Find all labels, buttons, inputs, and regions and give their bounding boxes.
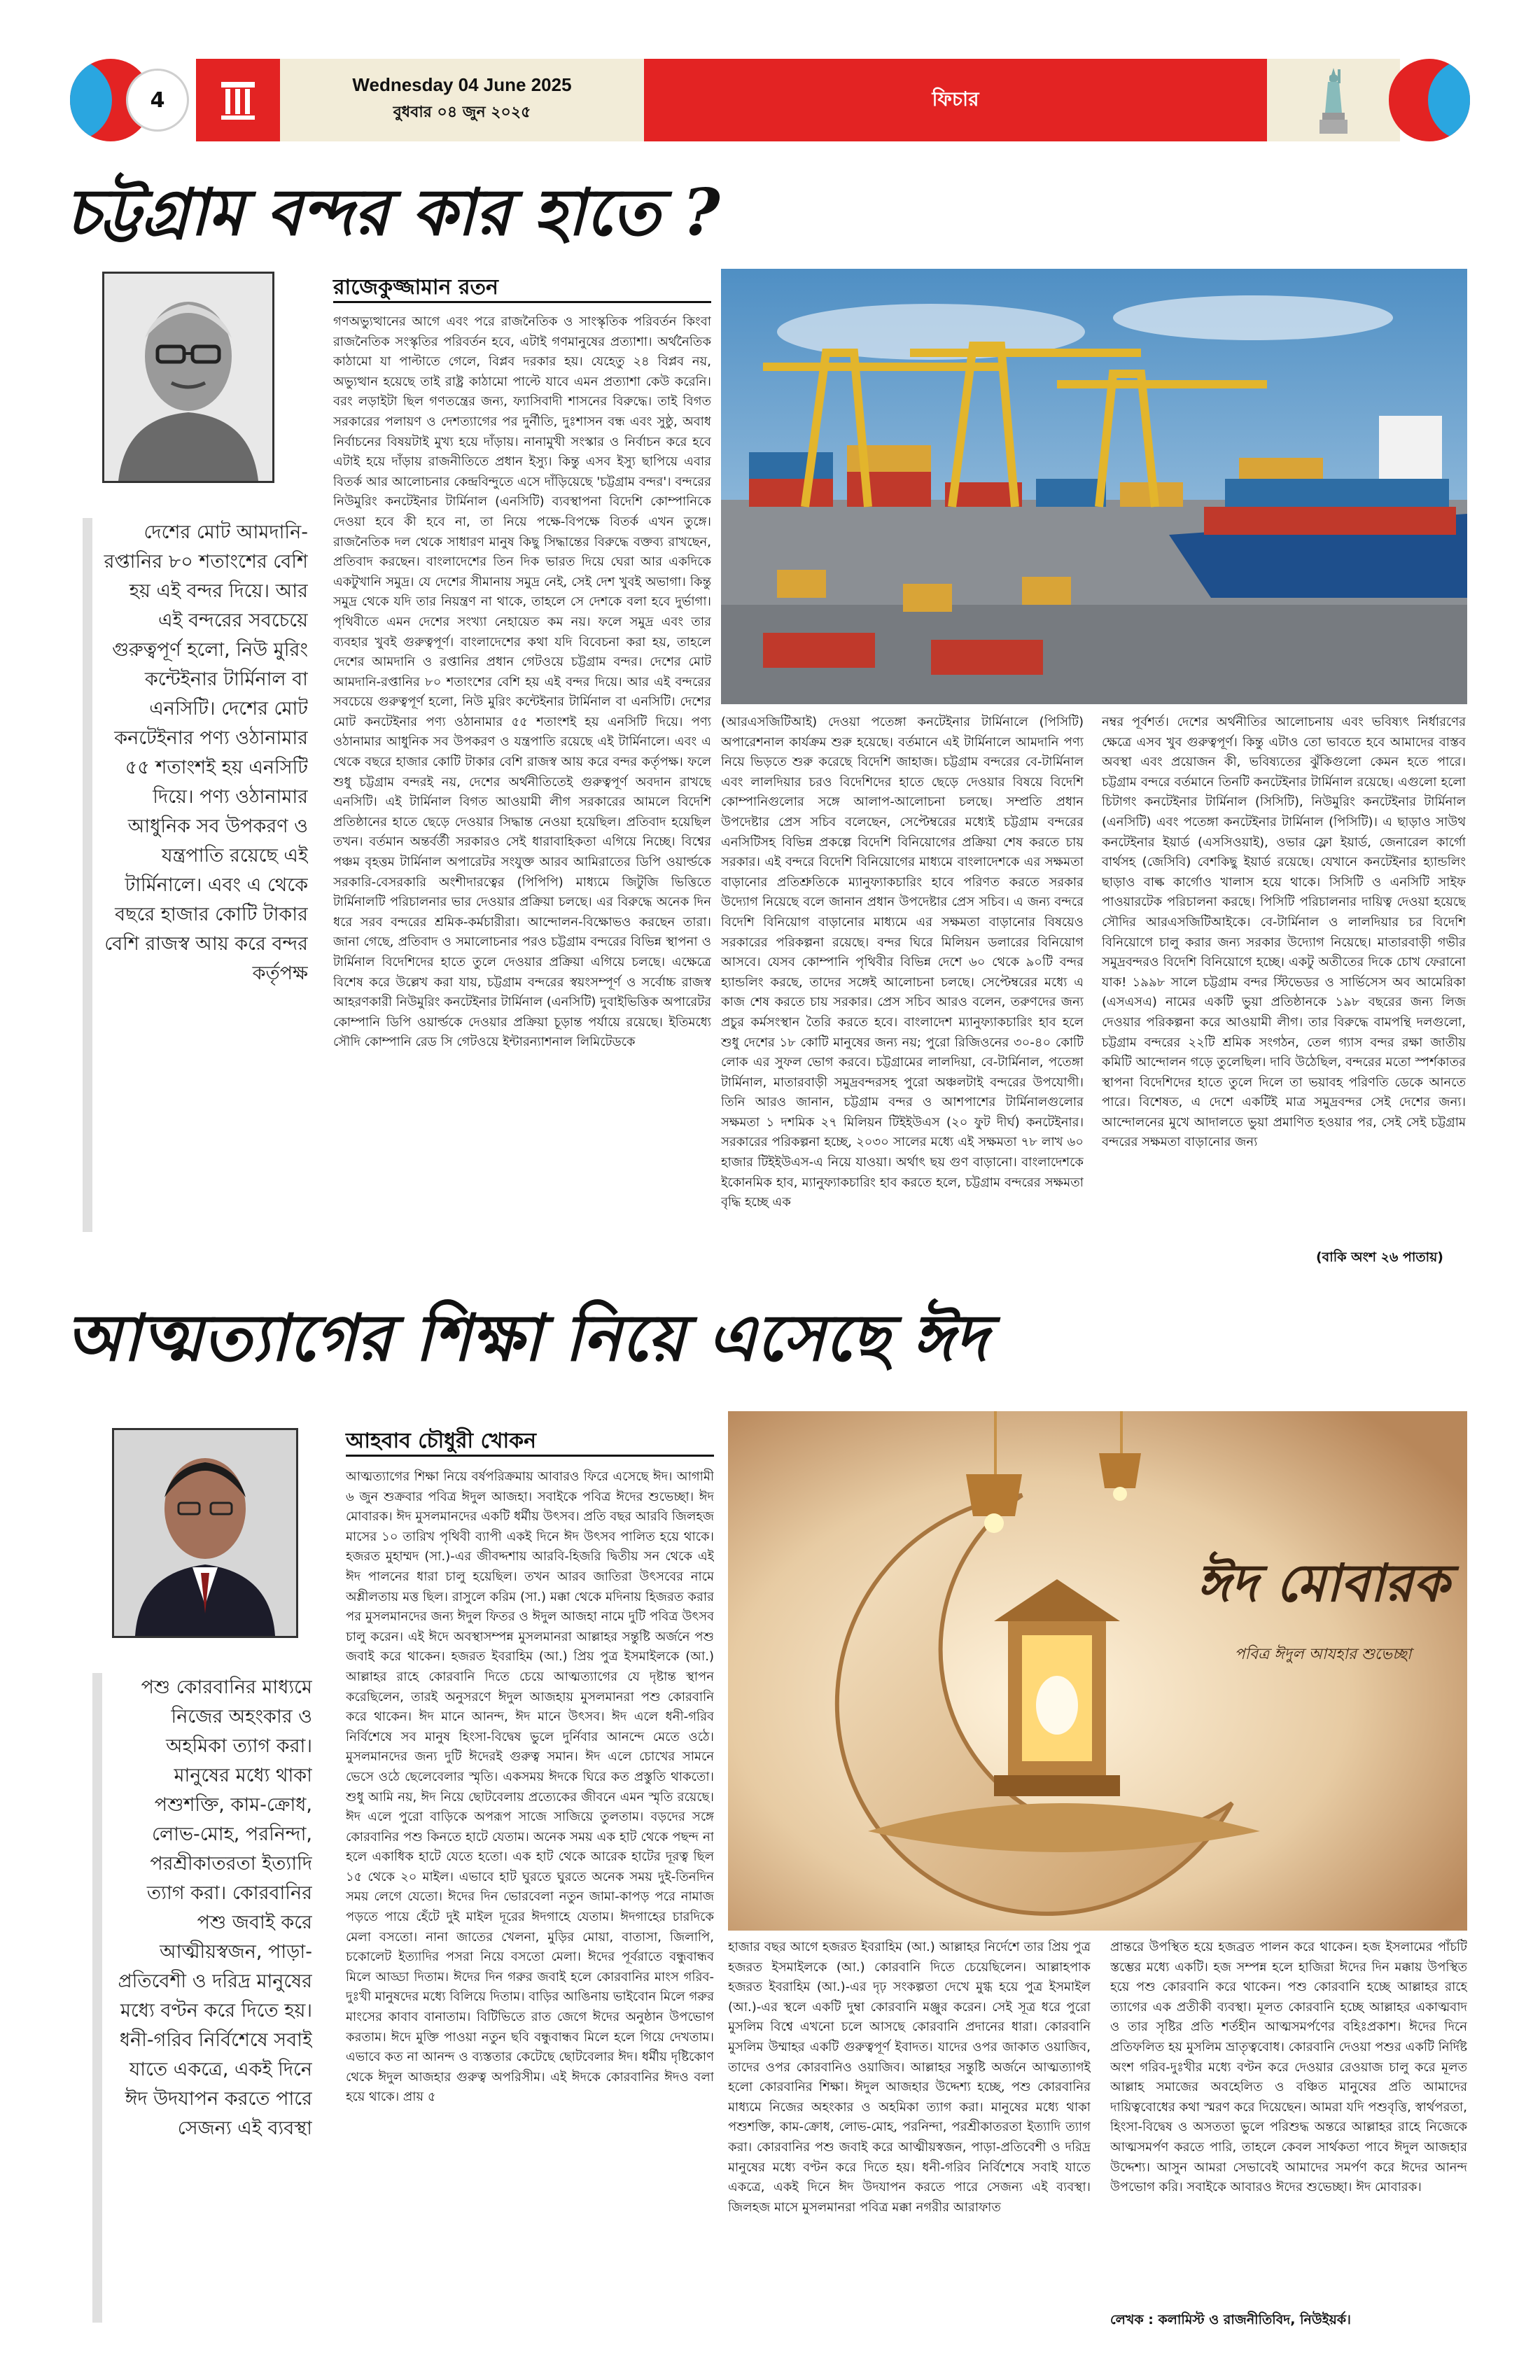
article1-author-photo	[102, 272, 274, 483]
masthead-band	[56, 59, 1484, 141]
eid-image-title: ঈদ মোবারক	[1196, 1553, 1450, 1614]
article2-column-3: প্রান্তরে উপস্থিত হয়ে হজব্রত পালন করে থাকেন। হজ ইসলামের পাঁচটি স্তম্ভের মধ্যে একটি। হজ সম্পন্ন হলে হাজিরা ঈদের দিন মক্কায় উপস্থিত হয়ে পশু কোরবানি করে থাকেন। পশু কোরবানি হচ্ছে আল্লাহর রাহে ত্যাগের এক প্রতীকী ব্যবস্থা। মূলত কোরবানি হচ্ছে আল্লাহর একাত্মবাদ ও তার সৃষ্টির প্রতি শর্তহীন আত্মসমর্পণের বহিঃপ্রকাশ। ঈদের দিনে প্রতিফলিত হয় মুসলিম ভ্রাতৃত্ববোধ। কোরবানি দেওয়া পশুর একটি নির্দিষ্ট অংশ গরিব-দুঃখীর মধ্যে বণ্টন করে দেওয়ার রেওয়াজ চালু করে মূলত আল্লাহ সমাজের অবহেলিত ও বঞ্চিত মানুষের প্রতি আমাদের দায়িত্ববোধের কথা স্মরণ করে দিয়েছেন। আমরা যদি পশুবৃত্তি, স্বার্থপরতা, হিংসা-বিদ্বেষ ও অসততা ভুলে পরিশুদ্ধ অন্তরে আল্লাহর রাহে নিজেকে আত্মসমর্পণ করতে পারি, তাহলে কেবল সার্থকতা পাবে ঈদুল আজহার উদ্দেশ্য। আসুন আমরা সেভাবেই আমাদের সমর্পণ করে ঈদের আনন্দ উপভোগ করি। সবাইকে আবারও ঈদের শুভেচ্ছা। ঈদ মোবারক।	[1110, 1940, 1467, 2195]
right-cap-decor	[1389, 59, 1470, 141]
date-block	[280, 59, 644, 141]
page-number: 4	[126, 69, 189, 132]
article2-column-1: আত্মত্যাগের শিক্ষা নিয়ে বর্ষপরিক্রমায় আবারও ফিরে এসেছে ঈদ। আগামী ৬ জুন শুক্রবার পবিত্র ঈদুল আজহা। সবাইকে পবিত্র ঈদের শুভেচ্ছা। ঈদ মোবারক। ঈদ মুসলমানদের একটি ধর্মীয় উৎসব। প্রতি বছর আরবি জিলহজ মাসের ১০ তারিখ পৃথিবী ব্যাপী একই দিনে ঈদ উৎসব পালিত হয়ে থাকে। হজরত মুহাম্মদ (সা.)-এর জীবদ্দশায় আরবি-হিজরি দ্বিতীয় সন থেকে এই ঈদ পালনের ধারা চালু হয়েছিল। তখন আরব জাতিরা উৎসবের নামে অশ্লীলতায় মত্ত ছিল। রাসুলে করিম (সা.) মক্কা থেকে মদিনায় হিজরত করার পর মুসলমানদের জন্য ঈদুল ফিতর ও ঈদুল আজহা নামে দুটি পবিত্র উৎসব চালু করেন। এই ঈদে অবস্থাসম্পন্ন মুসলমানরা আল্লাহর সন্তুষ্টি অর্জনে পশু জবাই করে থাকেন। হজরত ইবরাহিম (আ.) প্রিয় পুত্র ইসমাইলকে (আ.) আল্লাহর রাহে কোরবানি দিতে চেয়ে আত্মত্যাগের যে দৃষ্টান্ত স্থাপন করেছিলেন, তারই অনুসরণে ঈদুল আজহায় মুসলমানরা পশু কোরবানি করে থাকেন। ঈদ মানে আনন্দ, ঈদ মানে উৎসব। ঈদ এলে ধনী-গরিব নির্বিশেষে সব মানুষ হিংসা-বিদ্বেষ ভুলে দুর্নিবার আনন্দে মেতে ওঠে। মুসলমানদের জন্য দুটি ঈদেরই গুরুত্ব সমান। ঈদ এলে চোখের সামনে ভেসে ওঠে ছেলেবেলার স্মৃতি। একসময় ঈদকে ঘিরে কত প্রস্তুতি থাকতো। শুধু আমি নয়, ঈদ নিয়ে ছোটবেলায় প্রত্যেকের জীবনে এমন স্মৃতি রয়েছে। ঈদ এলে পুরো বাড়িকে অপরূপ সাজে সাজিয়ে তুলতাম। বড়দের সঙ্গে কোরবানির পশু কিনতে হাটে যেতাম। অনেক সময় এক হাট থেকে পছন্দ না হলে একাধিক হাটে যেতে হতো। এক হাট থেকে আরেক হাটের দূরত্ব ছিল ১৫ থেকে ২০ মাইল। এভাবে হাট ঘুরতে ঘুরতে অনেক সময় দুই-তিনদিন সময় লেগে যেতো। ঈদের দিন ভোরবেলা নতুন জামা-কাপড় পরে নামাজ পড়তে পায়ে হেঁটে দুই মাইল দূরের ঈদগাহে যেতাম। ঈদগাহের চারদিকে মেলা বসতো। নানা জাতের খেলনা, মুড়ির মোয়া, বাতাসা, জিলাপি, চকোলেট ইত্যাদির পসরা নিয়ে বসতো মেলা। ঈদের পূর্বরাতে বন্ধুবান্ধব মিলে আড্ডা দিতাম। ঈদের দিন গরুর জবাই হলে কোরবানির মাংস গরিব-দুঃখী মানুষদের মধ্যে বিলিয়ে দিতাম। বাড়ির আঙিনায় ভাইবোন মিলে গরুর মাংসের কাবাব বানাতাম। বিটিভিতে রাত জেগে ঈদের অনুষ্ঠান উপভোগ করতাম। ঈদে মুক্তি পাওয়া নতুন ছবি বন্ধুবান্ধব মিলে হলে গিয়ে দেখতাম। এভাবে কত না আনন্দ ও ব্যস্ততার কেটেছে ছোটবেলার ঈদ। ধর্মীয় দৃষ্টিকোণ থেকে ঈদুল আজহার গুরুত্ব অপরিসীম। এই ঈদকে কোরবানির ঈদও বলা হয়ে থাকে। প্রায় ৫	[346, 1469, 714, 2105]
article2-author-signoff: লেখক : কলামিস্ট ও রাজনীতিবিদ, নিউইয়র্ক।	[1110, 2312, 1351, 2328]
article2-byline: আহবাব চৌধুরী খোকন	[346, 1429, 537, 1453]
article1-headline: চট্টগ্রাম বন্দর কার হাতে ?	[66, 174, 720, 250]
statue-of-liberty-icon	[1267, 59, 1400, 141]
date-english: Wednesday 04 June 2025	[352, 74, 572, 95]
article1-column-3: নম্বর পূর্বশর্ত। দেশের অর্থনীতির আলোচনায় এবং ভবিষ্যৎ নির্ধারণের ক্ষেত্রে এসব খুব গুরুত্বপূর্ণ। কিন্তু এটাও তো ভাবতে হবে আমাদের বাস্তব অবস্থা এবং প্রয়োজন কী, ভবিষ্যতের ঝুঁকিগুলো কেমন হতে পারে। চট্টগ্রাম বন্দরে বর্তমানে তিনটি কনটেইনার টার্মিনাল রয়েছে। এগুলো হলো চিটাগং কনটেইনার টার্মিনাল (সিসিটি), নিউমুরিং কনটেইনার টার্মিনাল (এনসিটি) এবং পতেঙ্গা কনটেইনার টার্মিনাল (পিসিটি)। এ ছাড়াও সাউথ কনটেইনার ইয়ার্ড (এসসিওয়াই), ওভার ফ্লো ইয়ার্ড, জেনারেল কার্গো বার্থসহ (জেসিবি) বেশকিছু ইয়ার্ড রয়েছে। যেখানে কনটেইনার হ্যান্ডলিং ছাড়াও বাল্ক কার্গোও খালাস হয়ে থাকে। সিসিটি ও এনসিটি সাইফ পাওয়ারটেক পরিচালনা করছে। পিসিটি পরিচালনার দায়িত্ব দেওয়া হয়েছে সৌদির আরএসজিটিআইকে। বে-টার্মিনাল ও লালদিয়ার চর বিদেশি বিনিয়োগে চালু করার জন্য সরকার উদ্যোগ নিয়েছে। মাতারবাড়ী গভীর সমুদ্রবন্দরও বিদেশি বিনিয়োগে হচ্ছে। একটু অতীতের দিকে চোখ ফেরানো যাক! ১৯৯৮ সালে চট্টগ্রাম বন্দর স্টিভেডর ও সার্ভিসেস অব আমেরিকা (এসএসএ) নামের একটি ভুয়া প্রতিষ্ঠানকে ১৯৮ বছরের জন্য লিজ দেওয়ার পরিকল্পনা করে আওয়ামী লীগ। তার বিরুদ্ধে বামপন্থি দলগুলো, চট্টগ্রাম বন্দরের ২২টি শ্রমিক সংগঠন, তেল গ্যাস বন্দর রক্ষা জাতীয় কমিটি আন্দোলন গড়ে তুলেছিল। দাবি উঠেছিল, বন্দরের মতো স্পর্শকাতর স্থাপনা বিদেশিদের হাতে তুলে দিলে তা ভয়াবহ পরিণতি ডেকে আনতে পারে। বিশেষত, এ দেশে একটিই মাত্র সমুদ্রবন্দর সেই দেশের জন্য। আন্দোলনের মুখে আদালতে ভুয়া প্রমাণিত হওয়ার পর, সেই সেই চট্টগ্রাম বন্দরের সক্ষমতা বাড়ানোর জন্য	[1102, 715, 1466, 1150]
article1-column-2: (আরএসজিটিআই) দেওয়া পতেঙ্গা কনটেইনার টার্মিনালে (পিসিটি) অপারেশনাল কার্যক্রম শুরু হয়েছে। বর্তমানে এই টার্মিনালে আমদানি পণ্য নিয়ে ভিড়তে শুরু করেছে বিদেশি জাহাজ। চট্টগ্রাম বন্দরের বে-টার্মিনাল এবং লালদিয়ার চরও বিদেশিদের হাতে ছেড়ে দেওয়ার বিষয়ে বিদেশি কোম্পানিগুলোর সঙ্গে আলাপ-আলোচনা চলছে। সম্প্রতি প্রধান উপদেষ্টার প্রেস সচিব বলেছেন, সেপ্টেম্বরের মধ্যেই চট্টগ্রাম বন্দরের এনসিটিসহ বিভিন্ন প্রকল্পে বিদেশি বিনিয়োগের প্রক্রিয়া শেষ করতে চায় সরকার। এই বন্দরে বিদেশি বিনিয়োগের মাধ্যমে বাংলাদেশকে এর সক্ষমতা বাড়ানোর প্রতিশ্রুতিকে ম্যানুফ্যাকচারিং হাবে পরিণত করতে সরকার উদ্যোগ নিয়েছে বলে জানান প্রধান উপদেষ্টার প্রেস সচিব। এ জন্য বন্দরে বিদেশি বিনিয়োগ বাড়ানোর মাধ্যমে এর সক্ষমতা বাড়ানোর বিষয়েও সরকারের পরিকল্পনা রয়েছে। বন্দর ঘিরে মিলিয়ন ডলারের বিনিয়োগ আসবে। যেসব কোম্পানি পৃথিবীর বিভিন্ন দেশে ৬০ থেকে ৯০টি বন্দর হ্যান্ডলিং করছে, তাদের সঙ্গেই আলোচনা চলছে। সেপ্টেম্বরের মধ্যে এ কাজ শেষ করতে চায় সরকার। প্রেস সচিব আরও বলেন, তরুণদের জন্য প্রচুর কর্মসংস্থান তৈরি করতে হবে। বাংলাদেশ ম্যানুফ্যাকচারিং হাব হলে শুধু দেশের ১৮ কোটি মানুষের জন্য নয়; পুরো রিজিওনের ৩০-৪০ কোটি লোক এর সুফল ভোগ করবে। চট্টগ্রামের লালদিয়া, বে-টার্মিনাল, পতেঙ্গা টার্মিনাল, মাতারবাড়ী সমুদ্রবন্দরসহ পুরো অঞ্চলটাই বন্দরের উপযোগী। তিনি আরও জানান, চট্টগ্রাম বন্দর ও আশপাশের টার্মিনালগুলোর সক্ষমতা ১ দশমিক ২৭ মিলিয়ন টিইইউএস (২০ ফুট দীর্ঘ) কনটেইনার। সরকারের পরিকল্পনা হচ্ছে, ২০৩০ সালের মধ্যে এই সক্ষমতা ৭৮ লাখ ৬০ হাজার টিইইউএস-এ নিয়ে যাওয়া। অর্থাৎ ছয় গুণ বাড়ানো। বাংলাদেশকে ইকোনমিক হাব, ম্যানুফ্যাকচারিং হাব করতে হলে, চট্টগ্রাম বন্দরের সক্ষমতা বৃদ্ধি হচ্ছে এক	[721, 715, 1084, 1210]
pillars-icon	[196, 59, 280, 141]
port-cranes-image	[721, 269, 1467, 704]
date-bangla: বুধবার ০৪ জুন ২০২৫	[393, 104, 531, 121]
article1-byline-rule	[333, 301, 711, 303]
section-title: ফিচার	[932, 87, 979, 111]
eid-image-subtitle: পবিত্র ঈদুল আযহার শুভেচ্ছা	[1234, 1646, 1412, 1663]
article2-pull-bar	[92, 1673, 102, 2323]
article1-pull-quote: দেশের মোট আমদানি-রপ্তানির ৮০ শতাংশের বেশি হয় এই বন্দর দিয়ে। আর এই বন্দরের সবচেয়ে গুরুত্বপূর্ণ হলো, নিউ মুরিং কন্টেইনার টার্মিনাল বা এনসিটি। দেশের মোট কনটেইনার পণ্য ওঠানামার ৫৫ শতাংশই হয় এনসিটি দিয়ে। পণ্য ওঠানামার আধুনিক সব উপকরণ ও যন্ত্রপাতি রয়েছে এই টার্মিনালে। এবং এ থেকে বছরে হাজার কোটি টাকার বেশি রাজস্ব আয় করে বন্দর কর্তৃপক্ষ	[104, 522, 308, 984]
article2-headline: আত্মত্যাগের শিক্ষা নিয়ে এসেছে ঈদ	[66, 1300, 988, 1376]
article1-continued-note: (বাকি অংশ ২৬ পাতায়)	[1316, 1250, 1443, 1265]
article2-author-photo	[112, 1428, 298, 1638]
article1-pull-bar	[83, 518, 92, 1232]
article2-pull-quote: পশু কোরবানির মাধ্যমে নিজের অহংকার ও অহমিকা ত্যাগ করা। মানুষের মধ্যে থাকা পশুশক্তি, কাম-ক্রোধ, লোভ-মোহ, পরনিন্দা, পরশ্রীকাতরতা ইত্যাদি ত্যাগ করা। কোরবানির পশু জবাই করে আত্মীয়স্বজন, পাড়া-প্রতিবেশী ও দরিদ্র মানুষের মধ্যে বণ্টন করে দিতে হয়। ধনী-গরিব নির্বিশেষে সবাই যাতে একত্রে, একই দিনে ঈদ উদযাপন করতে পারে সেজন্য এই ব্যবস্থা	[118, 1676, 312, 2139]
article1-column-1: গণঅভ্যুত্থানের আগে এবং পরে রাজনৈতিক ও সাংস্কৃতিক পরিবর্তন কিংবা রাজনৈতিক সংস্কৃতির পরিবর্তন হবে, এটাই গণমানুষের প্রত্যাশা। অর্থনৈতিক কাঠামো যা পাল্টাতে গেলে, বিপ্লব দরকার হয়। যেহেতু ২৪ বিপ্লব নয়, অভ্যুত্থান হয়েছে তাই রাষ্ট্র কাঠামো পাল্টে যাবে এমন প্রত্যাশা কেউ করেনি। বরং লড়াইটা ছিল গণতন্ত্রের জন্য, ফ্যাসিবাদী শাসনের বিরুদ্ধে। তাই বিগত সরকারের পলায়ণ ও দেশত্যাগের পর দুর্নীতি, দুঃশাসন বন্ধ এবং সুষ্ঠু, অবাধ নির্বাচনের বিষয়টাই মুখ্য হয়ে দাঁড়ায়। নানামুখী সংস্কার ও নির্বাচন করে হবে এটাই হয়ে দাঁড়ায় রাজনীতিতে প্রধান ইস্যু। কিন্তু এসব ইস্যু ছাপিয়ে এবার বিতর্ক আর আলোচনার কেন্দ্রবিন্দুতে এসে দাঁড়িয়েছে 'চট্টগ্রাম বন্দর'। বন্দরের নিউমুরিং কনটেইনার টার্মিনাল (এনসিটি) ব্যবস্থাপনা বিদেশি কোম্পানিকে দেওয়া হবে কী হবে না, তা নিয়ে পক্ষে-বিপক্ষে বিতর্ক এখন তুঙ্গে। রাজনৈতিক দল থেকে সাধারণ মানুষ কিছু সিদ্ধান্তের বিরুদ্ধে বক্তব্য রাখছেন, প্রতিবাদ করছেন। বাংলাদেশের তিন দিক ভারত দিয়ে ঘেরা আর একদিকে একটুখানি সমুদ্র। যে দেশের সীমানায় সমুদ্র নেই, সেই দেশ খুবই অভাগা। কিন্তু সমুদ্র থেকে যদি তার নিয়ন্ত্রণ না থাকে, তাহলে সে দেশকে বলা হবে দুর্ভাগা। পৃথিবীতে এমন দেশের সংখ্যা নেহায়েত কম নয়। ফলে সমুদ্র এবং তার ব্যবহার খুবই গুরুত্বপূর্ণ। বাংলাদেশের কথা যদি বিবেচনা করা হয়, তাহলে দেশের আমদানি ও রপ্তানির প্রধান গেটওয়ে চট্টগ্রাম বন্দর। দেশের মোট আমদানি-রপ্তানির ৮০ শতাংশের বেশি হয় এই বন্দর দিয়ে। আর এই বন্দরের সবচেয়ে গুরুত্বপূর্ণ হলো, নিউ মুরিং কন্টেইনার টার্মিনাল বা এনসিটি। দেশের মোট কনটেইনার পণ্য ওঠানামার ৫৫ শতাংশই হয় এনসিটি দিয়ে। পণ্য ওঠানামার আধুনিক সব উপকরণ ও যন্ত্রপাতি রয়েছে এই টার্মিনালে। এবং এ থেকে বছরে হাজার কোটি টাকার বেশি রাজস্ব আয় করে বন্দর কর্তৃপক্ষ। ফলে শুধু চট্টগ্রাম বন্দরই নয়, দেশের অর্থনীতিতেই গুরুত্বপূর্ণ অবদান রাখছে এনসিটি। এই টার্মিনাল বিগত আওয়ামী লীগ সরকারের আমলে বিদেশি প্রতিষ্ঠানের হাতে ছেড়ে দেওয়ার সিদ্ধান্ত নেওয়া হয়েছিল। প্রতিবাদ হয়েছিল তখন। বর্তমান অন্তর্বর্তী সরকারও সেই ধারাবাহিকতা এগিয়ে নিচ্ছে। বিশ্বের পঞ্চম বৃহত্তম টার্মিনাল অপারেটর সংযুক্ত আরব আমিরাতের ডিপি ওয়ার্ল্ডকে সরকারি-বেসরকারি অংশীদারত্বের (পিপিপি) মাধ্যমে জিটুজি ভিত্তিতে টার্মিনালটি পরিচালনার ভার দেওয়ার প্রক্রিয়া চলছে। এর বিরুদ্ধে অনেক দিন ধরে সরব বন্দরের শ্রমিক-কর্মচারীরা। আন্দোলন-বিক্ষোভও করছেন তারা। জানা গেছে, প্রতিবাদ ও সমালোচনার পরও চট্টগ্রাম বন্দরের বিভিন্ন স্থাপনা ও টার্মিনাল বিদেশিদের হাতে তুলে দেওয়ার প্রক্রিয়া এগিয়ে চলছে। এক্ষেত্রে বিশেষ করে উল্লেখ করা যায়, চট্টগ্রাম বন্দরের স্বয়ংসম্পূর্ণ ও সর্বোচ্চ রাজস্ব আহরণকারী নিউমুরিং কনটেইনার টার্মিনাল (এনসিটি) দুবাইভিত্তিক অপারেটর কোম্পানি ডিপি ওয়ার্ল্ডকে দেওয়ার প্রক্রিয়া চূড়ান্ত পর্যায়ে রয়েছে। ইতিমধ্যে সৌদি কোম্পানি রেড সি গেটওয়ে ইন্টারন্যাশনাল লিমিটেডকে	[333, 314, 711, 1050]
article2-byline-rule	[346, 1455, 714, 1457]
article2-column-2: হাজার বছর আগে হজরত ইবরাহিম (আ.) আল্লাহর নির্দেশে তার প্রিয় পুত্র হজরত ইসমাইলকে (আ.) কোরবানি দিতে চেয়েছিলেন। আল্লাহপাক হজরত ইবরাহিম (আ.)-এর দৃঢ় সংকল্পতা দেখে মুগ্ধ হয়ে পুত্র ইসমাইল (আ.)-এর স্থলে একটি দুম্বা কোরবানি মঞ্জুর করেন। সেই সূত্র ধরে পুরো মুসলিম বিশ্বে এখনো চলে আসছে কোরবানি প্রদানের ধারা। কোরবানি মুসলিম উম্মাহর একটি গুরুত্বপূর্ণ ইবাদত। যাদের ওপর জাকাত ওয়াজিব, তাদের ওপর কোরবানিও ওয়াজিব। আল্লাহর সন্তুষ্টি অর্জনে আত্মত্যাগই হলো কোরবানির শিক্ষা। ঈদুল আজহার উদ্দেশ্য হচ্ছে, পশু কোরবানির মাধ্যমে নিজের অহংকার ও অহমিকা ত্যাগ করা। মানুষের মধ্যে থাকা পশুশক্তি, কাম-ক্রোধ, লোভ-মোহ, পরনিন্দা, পরশ্রীকাতরতা ইত্যাদি ত্যাগ করা। কোরবানির পশু জবাই করে আত্মীয়স্বজন, পাড়া-প্রতিবেশী ও দরিদ্র মানুষের মধ্যে বণ্টন করে দিতে হয়। ধনী-গরিব নির্বিশেষে সবাই যাতে একত্রে, একই দিনে ঈদ উদযাপন করতে পারে সেজন্য এই ব্যবস্থা। জিলহজ মাসে মুসলমানরা পবিত্র মক্কা নগরীর আরাফাত	[728, 1940, 1091, 2215]
article1-byline: রাজেকুজ্জামান রতন	[333, 275, 498, 300]
section-band	[644, 59, 1267, 141]
eid-mubarak-image	[728, 1411, 1467, 1931]
